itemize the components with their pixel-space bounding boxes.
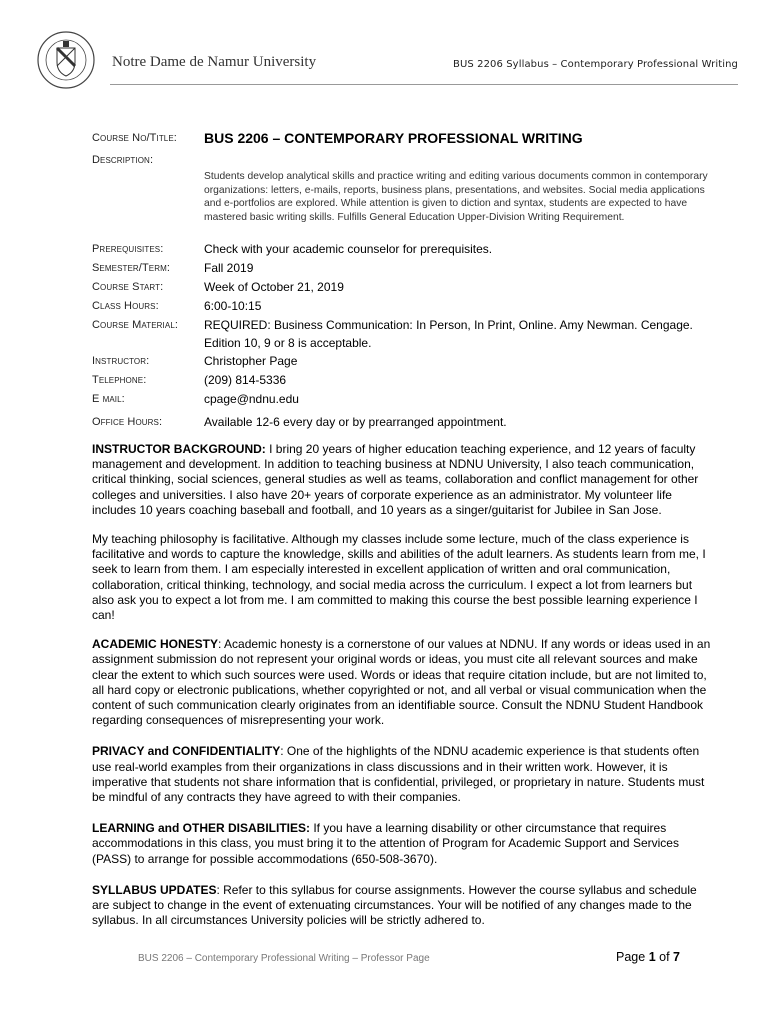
info-row-course-material (92, 316, 712, 352)
of-word: of (659, 950, 670, 964)
page-header (30, 30, 738, 90)
info-label: Office Hours: (92, 416, 163, 428)
info-label: Class Hours: (92, 300, 159, 312)
section-heading: SYLLABUS UPDATES (92, 882, 217, 897)
page-number (616, 950, 680, 964)
info-value: REQUIRED: Business Communication: In Person, In Print, Online. Amy Newman. Cengage. Edition 10, 9 or 8 is acceptable. (204, 318, 693, 350)
section-instructor-background (92, 442, 712, 518)
info-label: Description: (92, 154, 154, 166)
section-teaching-philosophy (92, 532, 712, 623)
info-value: Week of October 21, 2019 (204, 280, 344, 294)
info-value: 6:00-10:15 (204, 299, 262, 313)
info-label: Telephone: (92, 374, 147, 386)
page-word: Page (616, 950, 646, 964)
syllabus-body (92, 442, 712, 942)
total-pages: 7 (673, 950, 680, 964)
header-divider (110, 84, 738, 85)
section-heading: ACADEMIC HONESTY (92, 637, 219, 652)
university-name: Notre Dame de Namur University (112, 54, 317, 70)
info-label: Prerequisites: (92, 243, 164, 255)
info-row-course-title (92, 127, 712, 151)
section-heading: LEARNING and OTHER DISABILITIES: (92, 821, 311, 836)
info-label: Semester/Term: (92, 262, 171, 274)
section-text: : Refer to this syllabus for course assignments. However the course syllabus and schedule are subject to change in the event of extenuating circumstances. Your will be notified of any changes made to the syllabus. In all circumstances University policies will be strictly adhered to. (92, 882, 697, 928)
current-page: 1 (648, 950, 656, 964)
section-syllabus-updates (92, 883, 712, 929)
section-privacy (92, 744, 712, 805)
course-description: Students develop analytical skills and practice writing and editing various documents common in contemporary organizations: letters, e-mails, reports, business plans, presentations, and websites. Social media applications and e-portfolios are explored. While attention is given to diction and syntax, students are expected to have mastered basic writing skills. Fulfills General Education Upper-Division Writing Requirement. (204, 171, 708, 223)
email-link[interactable]: cpage@ndnu.edu (204, 392, 299, 406)
section-text: If you have a learning disability or other circumstance that requires accommodations in this class, you must bring it to the attention of Program for Academic Support and Services (PASS) to arrange for possible accommodations (650-508-3670). (92, 821, 679, 866)
info-label: Course No/Title: (92, 132, 177, 144)
info-label: E mail: (92, 393, 125, 405)
section-heading: INSTRUCTOR BACKGROUND: (92, 442, 266, 456)
info-value: Fall 2019 (204, 261, 254, 275)
info-row-instructor (92, 352, 712, 371)
info-label: Course Start: (92, 281, 164, 293)
course-title: BUS 2206 – CONTEMPORARY PROFESSIONAL WRITING (204, 130, 583, 146)
info-label: Course Material: (92, 319, 179, 331)
info-row-semester (92, 259, 712, 278)
section-text: My teaching philosophy is facilitative. Although my classes include some lecture, much of the class experience is facilitative and words to capture the knowledge, skills and abilities of the adult learners. As students learn from me, I seek to learn from them. I am especially interested in excellent application of written and oral communication, collaboration, critical thinking, technology, and social media across the curriculum. I expect a lot from learners but also ask you to expect a lot from me. I am committed to making this course the best possible learning experience I can! (92, 532, 706, 623)
info-value: Check with your academic counselor for prerequisites. (204, 242, 493, 256)
info-label: Instructor: (92, 355, 150, 367)
section-heading: PRIVACY and CONFIDENTIALITY (92, 744, 281, 759)
info-row-telephone (92, 371, 712, 390)
info-value: Christopher Page (204, 354, 298, 368)
info-row-course-start (92, 278, 712, 297)
info-row-office-hours (92, 413, 712, 432)
footer-course-label: BUS 2206 – Contemporary Professional Writing – Professor Page (138, 953, 430, 964)
info-row-class-hours (92, 297, 712, 316)
section-text: : Academic honesty is a cornerstone of our values at NDNU. If any words or ideas used in an assignment submission do not represent your original words or ideas, you must cite all relevant sources and make clear the extent to which such sources were used. Words or ideas that require citation include, but are not limited to, all hard copy or electronic publications, whether copyrighted or not, and all verbal or visual communication when the content of such communication clearly originates from an identifiable source. Consult the NDNU Student Handbook regarding consequences of misrepresenting your work. (92, 637, 711, 728)
info-value: Available 12-6 every day or by prearranged appointment. (204, 415, 507, 429)
section-text: : One of the highlights of the NDNU academic experience is that students often use real-world examples from their organizations in class discussions and in their written work. However, it is imperative that students not share information that is confidential, privileged, or proprietary in nature. Students must be mindful of any contracts they have agreed to with their companies. (92, 744, 705, 805)
info-value: (209) 814-5336 (204, 373, 287, 387)
section-academic-honesty (92, 637, 712, 728)
university-seal-icon (30, 30, 106, 90)
section-disabilities (92, 821, 712, 867)
info-row-prerequisites (92, 240, 712, 259)
section-text: I bring 20 years of higher education teaching experience, and 12 years of faculty management and development. In addition to teaching business at NDNU University, I also teach communication, critical thinking, social sciences, general studies as well as teams, collaboration and conflict management for other colleges and universities. I also have 20+ years of corporate experience as an administrator. My volunteer life includes 10 years coaching baseball and football, and 10 years as a singer/guitarist for Jubilee in San Jose. (92, 442, 699, 517)
document-title: BUS 2206 Syllabus – Contemporary Professional Writing (453, 59, 738, 70)
info-row-email (92, 390, 712, 413)
